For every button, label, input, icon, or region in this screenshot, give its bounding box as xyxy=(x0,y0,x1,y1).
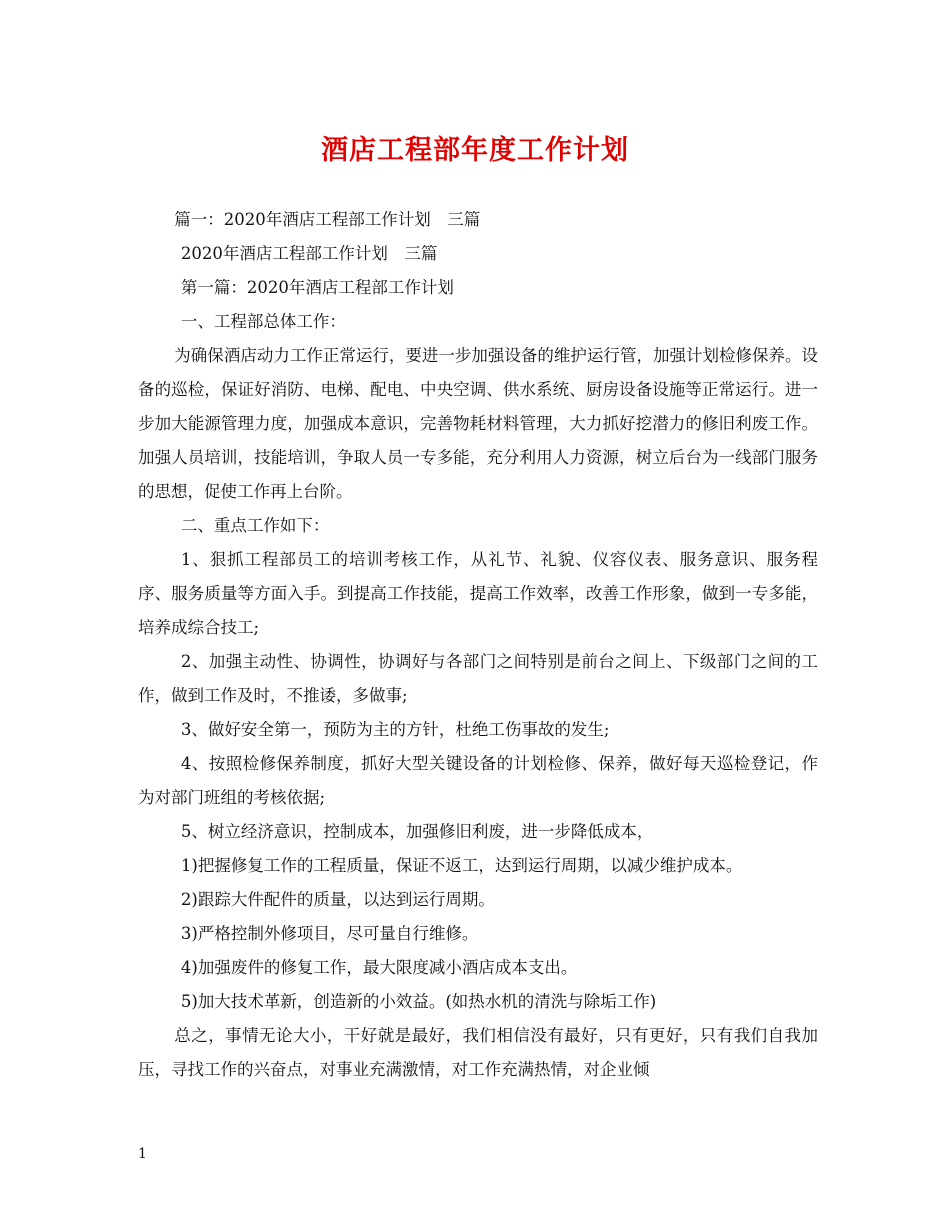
document-title: 酒店工程部年度工作计划 xyxy=(321,135,629,166)
paragraph-section-heading: 篇一：2020年酒店工程部工作计划 三篇 xyxy=(174,210,481,229)
page-number: 1 xyxy=(138,1146,147,1162)
paragraph-item-1: 1、狠抓工程部员工的培训考核工作，从礼节、礼貌、仪容仪表、服务意识、服务程序、服务质量等方面入手。到提高工作技能，提高工作效率，改善工作形象，做到一专多能，培养成综合技工; xyxy=(138,550,818,637)
paragraph-heading-key-work: 二、重点工作如下： xyxy=(180,516,330,535)
paragraph-subitem-3: 3)严格控制外修项目，尽可量自行维修。 xyxy=(180,924,479,943)
paragraph-heading-overall: 一、工程部总体工作： xyxy=(180,312,346,331)
paragraph-overall-work: 为确保酒店动力工作正常运行，要进一步加强设备的维护运行管，加强计划检修保养。设备的巡检，保证好消防、电梯、配电、中央空调、供水系统、厨房设备设施等正常运行。进一步加大能源管理力度，加强成本意识，完善物耗材料管理，大力抓好挖潜力的修旧利废工作。加强人员培训，技能培训，争取人员一专多能，充分利用人力资源，树立后台为一线部门服务的思想，促使工作再上台阶。 xyxy=(138,346,818,501)
paragraph-subitem-2: 2)跟踪大件配件的质量，以达到运行周期。 xyxy=(180,890,495,909)
paragraph-item-5: 5、树立经济意识，控制成本，加强修旧利废，进一步降低成本， xyxy=(180,822,654,841)
paragraph-item-3: 3、做好安全第一，预防为主的方针，杜绝工伤事故的发生; xyxy=(180,720,610,739)
paragraph-item-2: 2、加强主动性、协调性，协调好与各部门之间特别是前台之间上、下级部门之间的工作，做到工作及时，不推诿，多做事; xyxy=(138,652,818,705)
paragraph-item-4: 4、按照检修保养制度，抓好大型关键设备的计划检修、保养，做好每天巡检登记，作为对部门班组的考核依据; xyxy=(138,754,818,807)
paragraph-subitem-5: 5)加大技术革新，创造新的小效益。(如热水机的清洗与除垢工作) xyxy=(180,992,657,1011)
paragraph-subtitle: 2020年酒店工程部工作计划 三篇 xyxy=(180,244,438,263)
document-body xyxy=(138,203,818,1087)
paragraph-subitem-1: 1)把握修复工作的工程质量，保证不返工，达到运行周期，以减少维护成本。 xyxy=(180,856,743,875)
paragraph-conclusion: 总之，事情无论大小，干好就是最好，我们相信没有最好，只有更好，只有我们自我加压，寻找工作的兴奋点，对事业充满激情，对工作充满热情，对企业倾 xyxy=(138,1026,818,1079)
paragraph-subitem-4: 4)加强废件的修复工作，最大限度减小酒店成本支出。 xyxy=(180,958,578,977)
paragraph-chapter-heading: 第一篇：2020年酒店工程部工作计划 xyxy=(180,278,454,297)
